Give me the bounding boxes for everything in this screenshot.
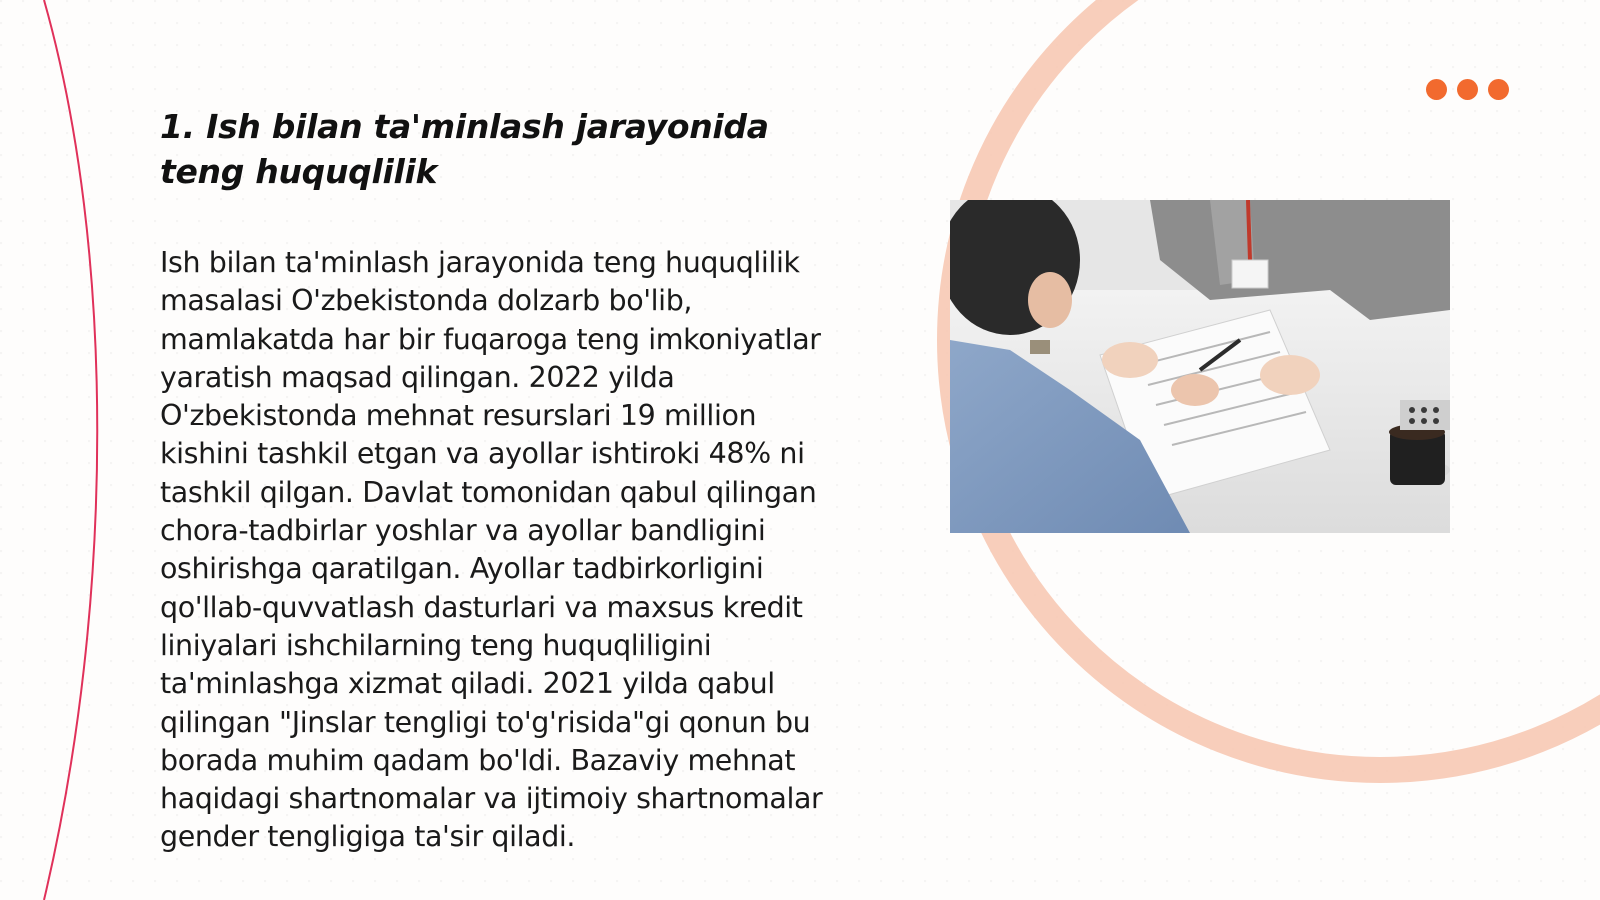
photo-illustration xyxy=(950,200,1450,533)
photo-contract-signing xyxy=(950,200,1450,533)
dot xyxy=(1426,79,1447,100)
slide-body-text: Ish bilan ta'minlash jarayonida teng huquqlilik masalasi O'zbekistonda dolzarb bo'lib, mamlakatda har bir fuqaroga teng imkoniyatlar yaratish maqsad qilingan. 2022 yilda O'zbekistonda mehnat resurslari 19 million kishini tashkil etgan va ayollar ishtiroki 48% ni tashkil qilgan. Davlat tomonidan qabul qilingan chora-tadbirlar yoshlar va ayollar bandligini oshirishga qaratilgan. Ayollar tadbirkorligini qo'llab-quvvatlash dasturlari va maxsus kredit liniyalari ishchilarning teng huquqliligini ta'minlashga xizmat qiladi. 2021 yilda qabul qilingan "Jinslar tengligi to'g'risida"gi qonun bu borada muhim qadam bo'ldi. Bazaviy mehnat haqidagi shartnomalar va ijtimoiy shartnomalar gender tengligiga ta'sir qiladi. xyxy=(160,246,823,854)
dot xyxy=(1457,79,1478,100)
left-curve-line xyxy=(44,0,97,900)
dot xyxy=(1488,79,1509,100)
slide-title: 1. Ish bilan ta'minlash jarayonida teng huquqlilik xyxy=(160,107,769,191)
more-dots-icon xyxy=(1426,79,1509,100)
